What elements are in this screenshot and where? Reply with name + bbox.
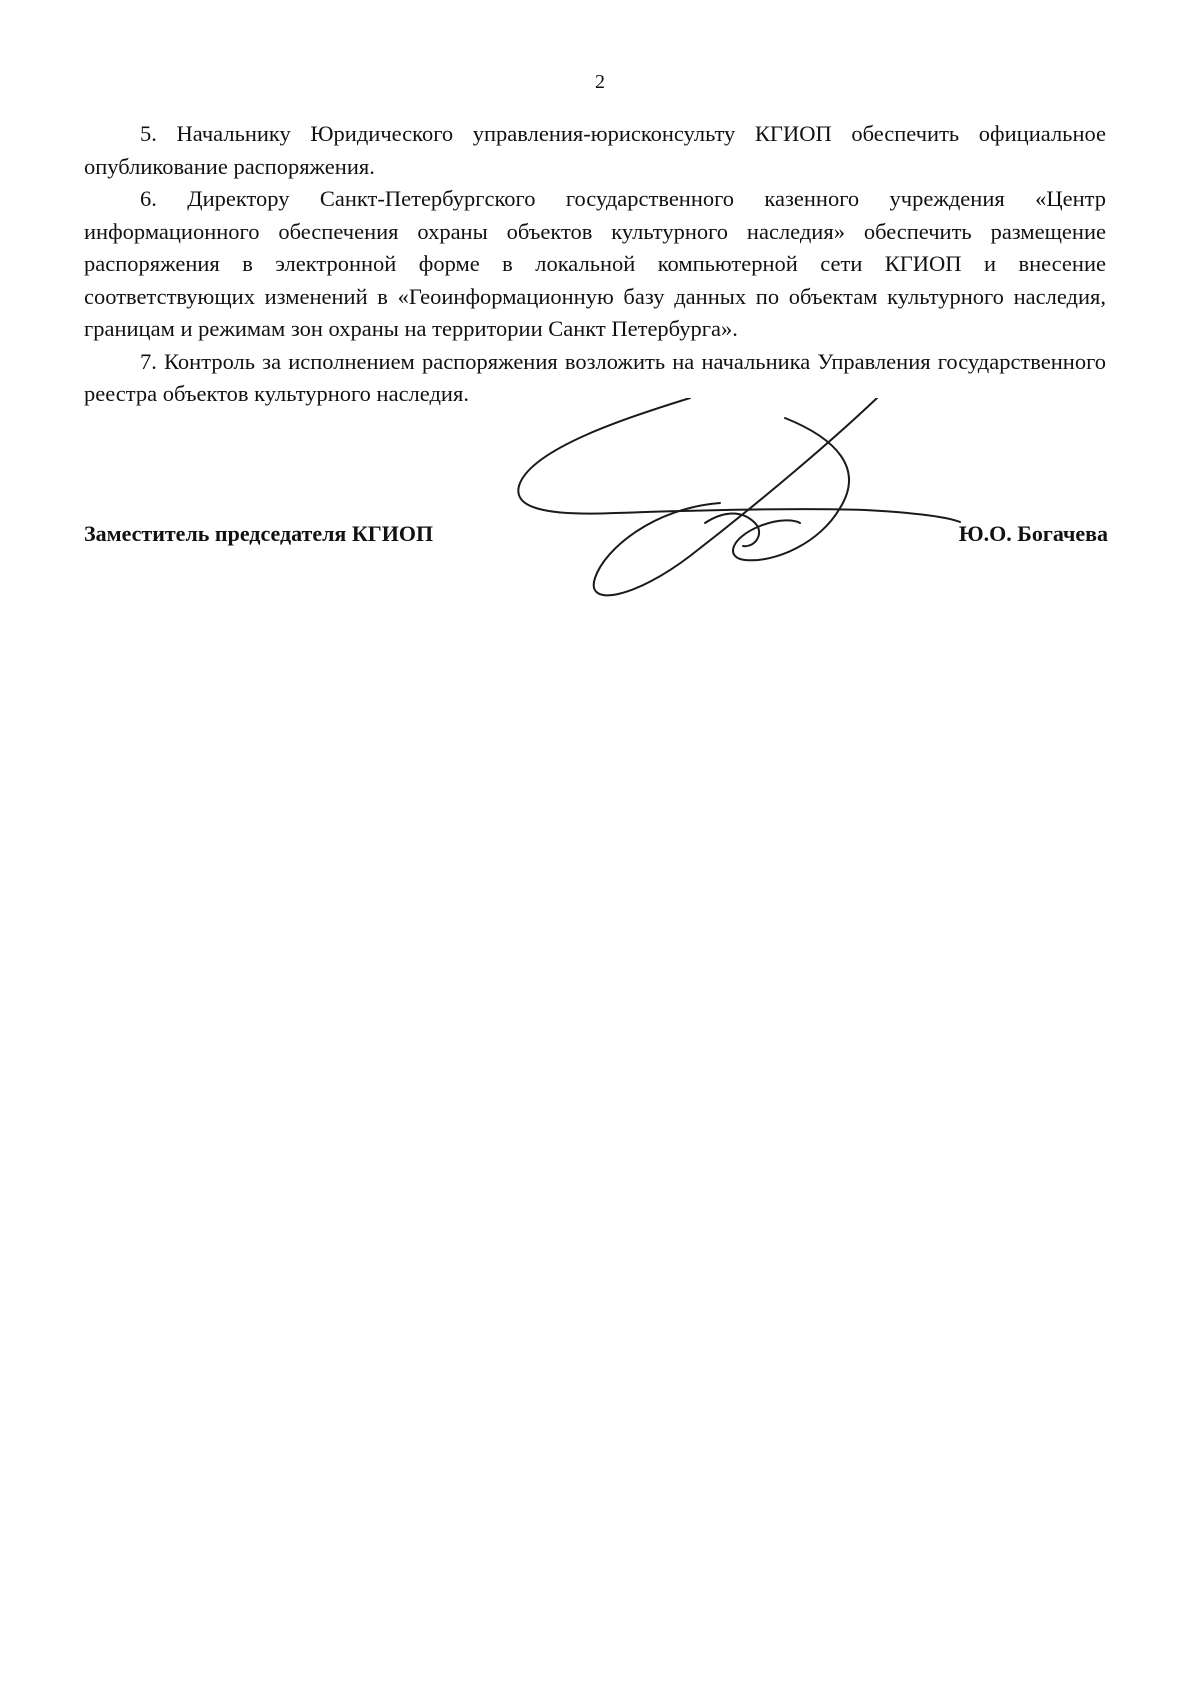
paragraph-7: 7. Контроль за исполнением распоряжения возложить на начальника Управления государственного реестра объектов культурного наследия.: [84, 348, 1106, 406]
signer-name: Ю.О. Богачева: [958, 521, 1108, 546]
handwritten-signature: [505, 398, 1015, 608]
signature-loop-stroke: [518, 398, 960, 522]
position-title: Заместитель председателя КГИОП: [84, 521, 434, 546]
paragraph-6: 6. Директору Санкт-Петербургского государственного казенного учреждения «Центр информационного обеспечения охраны объектов культурного наследия» обеспечить размещение распоряжения в электронной форме в локальной компьютерной сети КГИОП и внесение соответствующих изменений в «Геоинформационную базу данных по объектам культурного наследия, границам и режимам зон охраны на территории Санкт Петербурга».: [84, 186, 1106, 341]
document-body: [84, 118, 1106, 411]
signature-diagonal-stroke: [594, 398, 877, 595]
page-number: 2: [595, 71, 605, 93]
paragraph-5: 5. Начальнику Юридического управления-юрисконсульту КГИОП обеспечить официальное опубликование распоряжения.: [84, 121, 1106, 179]
